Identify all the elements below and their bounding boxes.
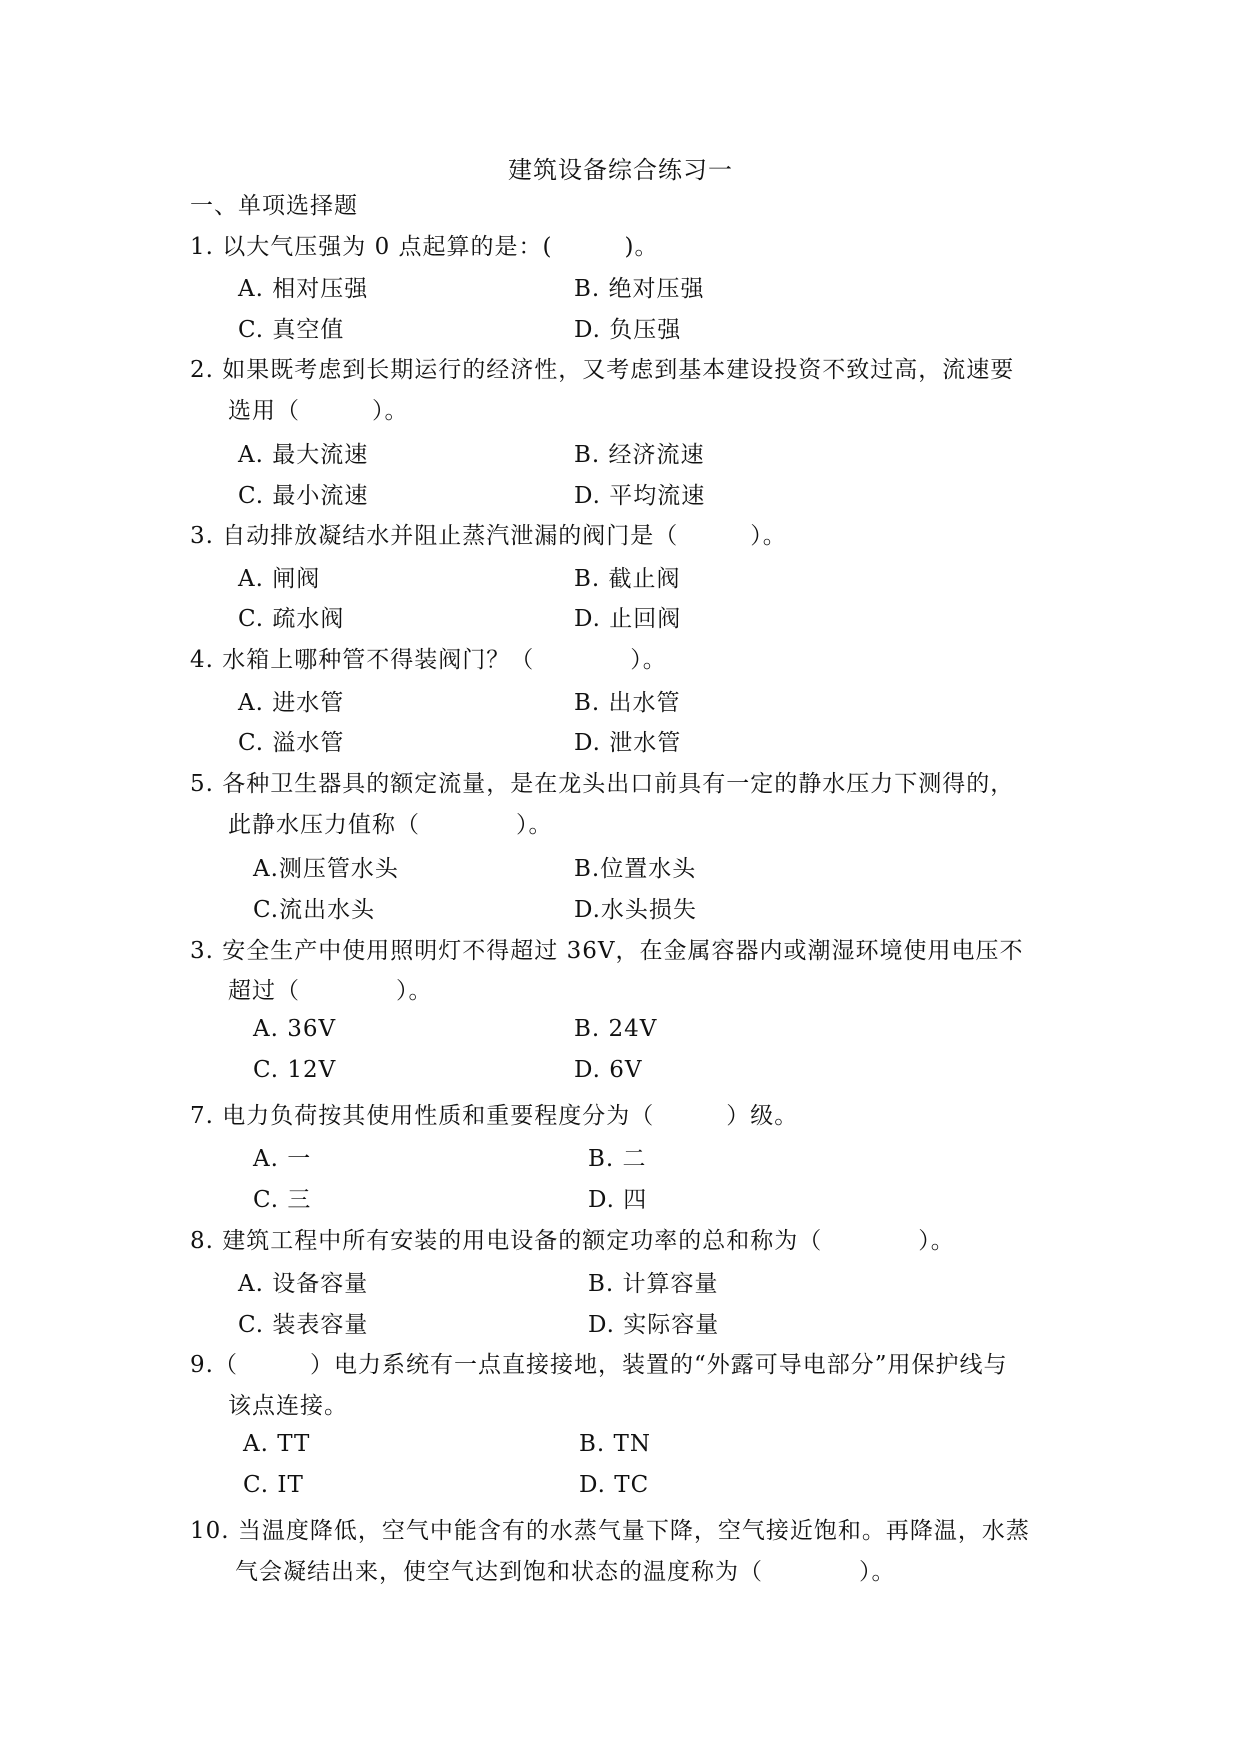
question-9-text-line-1: 9.（ ）电力系统有一点直接接地，装置的“外露可导电部分”用保护线与 bbox=[190, 1352, 1008, 1378]
question-6-text-line-1: 3. 安全生产中使用照明灯不得超过 36V，在金属容器内或潮湿环境使用电压不 bbox=[190, 938, 1024, 964]
question-8-option-c: C. 装表容量 bbox=[238, 1312, 369, 1338]
question-9-option-b: B. TN bbox=[579, 1431, 651, 1457]
question-2-option-c: C. 最小流速 bbox=[238, 483, 369, 509]
section-heading: 一、单项选择题 bbox=[190, 193, 358, 219]
question-2-option-d: D. 平均流速 bbox=[574, 483, 706, 509]
question-4-option-b: B. 出水管 bbox=[574, 690, 681, 716]
question-2-option-b: B. 经济流速 bbox=[574, 442, 705, 468]
question-2-text-line-2: 选用（ ）。 bbox=[228, 398, 409, 424]
question-3-option-c: C. 疏水阀 bbox=[238, 606, 345, 632]
question-9-text-line-2: 该点连接。 bbox=[228, 1393, 348, 1419]
question-7-option-b: B. 二 bbox=[588, 1146, 647, 1172]
question-3-text: 3. 自动排放凝结水并阻止蒸汽泄漏的阀门是（ ）。 bbox=[190, 523, 787, 549]
question-1-option-b: B. 绝对压强 bbox=[574, 276, 705, 302]
question-1-option-c: C. 真空值 bbox=[238, 317, 345, 343]
question-10-text-line-1: 10. 当温度降低，空气中能含有的水蒸气量下降，空气接近饱和。再降温，水蒸 bbox=[190, 1518, 1030, 1544]
question-9-option-d: D. TC bbox=[579, 1472, 650, 1498]
question-5-text-line-2: 此静水压力值称（ ）。 bbox=[228, 812, 553, 838]
question-6-option-a: A. 36V bbox=[253, 1016, 337, 1042]
question-8-option-b: B. 计算容量 bbox=[588, 1271, 719, 1297]
question-6-text-line-2: 超过（ ）。 bbox=[228, 978, 433, 1004]
question-10-text-line-2: 气会凝结出来，使空气达到饱和状态的温度称为（ ）。 bbox=[235, 1559, 896, 1585]
question-6-option-c: C. 12V bbox=[253, 1057, 337, 1083]
document-title: 建筑设备综合练习一 bbox=[508, 156, 733, 184]
question-1-option-a: A. 相对压强 bbox=[238, 276, 369, 302]
question-4-option-c: C. 溢水管 bbox=[238, 730, 345, 756]
question-5-option-c: C.流出水头 bbox=[253, 897, 376, 923]
question-9-option-c: C. IT bbox=[243, 1472, 304, 1498]
question-6-option-b: B. 24V bbox=[574, 1016, 658, 1042]
question-3-option-b: B. 截止阀 bbox=[574, 566, 681, 592]
question-6-option-d: D. 6V bbox=[574, 1057, 643, 1083]
question-8-option-d: D. 实际容量 bbox=[588, 1312, 720, 1338]
question-5-text-line-1: 5. 各种卫生器具的额定流量，是在龙头出口前具有一定的静水压力下测得的， bbox=[190, 771, 1015, 797]
question-8-text: 8. 建筑工程中所有安装的用电设备的额定功率的总和称为（ ）。 bbox=[190, 1228, 955, 1254]
question-2-option-a: A. 最大流速 bbox=[238, 442, 369, 468]
question-1-text: 1. 以大气压强为 0 点起算的是：( )。 bbox=[190, 234, 659, 260]
question-7-option-d: D. 四 bbox=[588, 1187, 648, 1213]
question-3-option-d: D. 止回阀 bbox=[574, 606, 682, 632]
question-7-option-a: A. 一 bbox=[253, 1146, 312, 1172]
question-5-option-d: D.水头损失 bbox=[574, 897, 697, 923]
question-1-option-d: D. 负压强 bbox=[574, 317, 682, 343]
question-3-option-a: A. 闸阀 bbox=[238, 566, 321, 592]
question-7-option-c: C. 三 bbox=[253, 1187, 312, 1213]
question-7-text: 7. 电力负荷按其使用性质和重要程度分为（ ）级。 bbox=[190, 1103, 799, 1129]
question-9-option-a: A. TT bbox=[243, 1431, 311, 1457]
question-8-option-a: A. 设备容量 bbox=[238, 1271, 369, 1297]
question-2-text-line-1: 2. 如果既考虑到长期运行的经济性，又考虑到基本建设投资不致过高，流速要 bbox=[190, 357, 1015, 383]
question-5-option-b: B.位置水头 bbox=[574, 856, 697, 882]
question-4-text: 4. 水箱上哪种管不得装阀门？（ ）。 bbox=[190, 647, 667, 673]
question-4-option-d: D. 泄水管 bbox=[574, 730, 682, 756]
question-4-option-a: A. 进水管 bbox=[238, 690, 345, 716]
question-5-option-a: A.测压管水头 bbox=[253, 856, 399, 882]
